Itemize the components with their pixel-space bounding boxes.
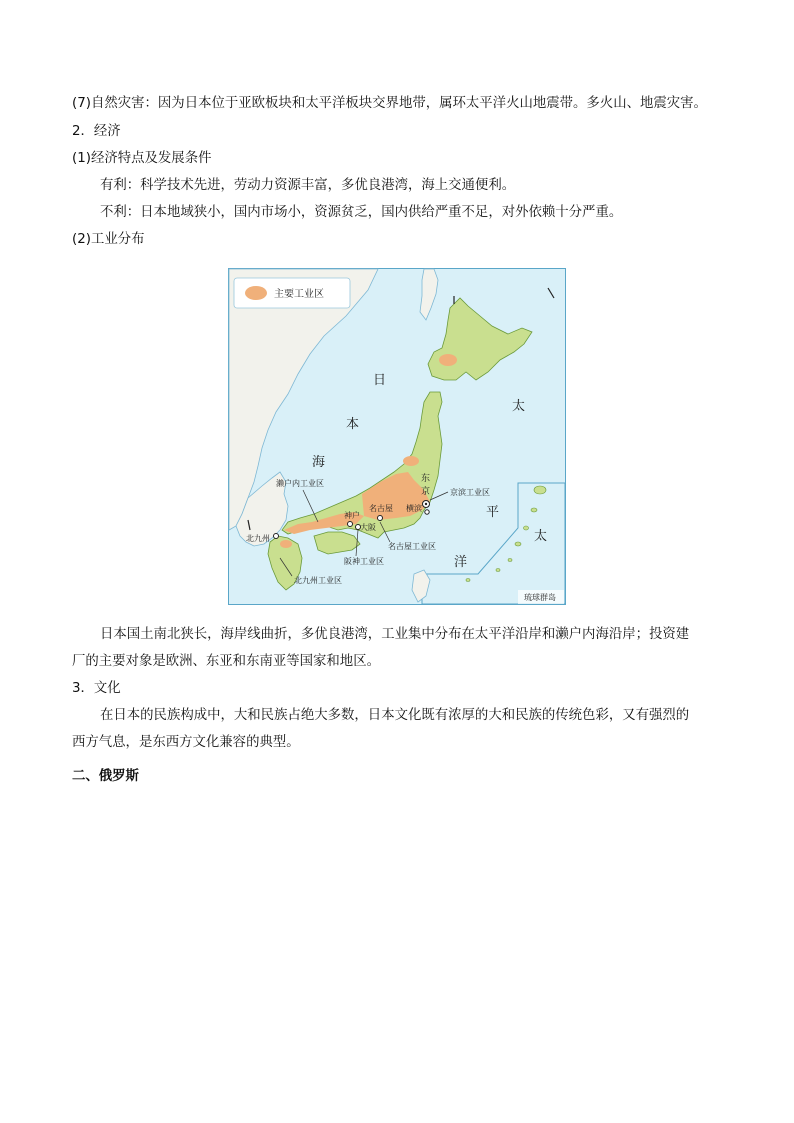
ocean-char-1: 太 [512, 399, 526, 414]
sea-char-2: 本 [346, 417, 360, 432]
region-label-kitakyushu: 北九州工业区 [294, 576, 342, 585]
industrial-zone-hokkaido [439, 354, 457, 366]
city-label-nagoya: 名古屋 [369, 504, 393, 513]
text-industry-para-2: 厂的主要对象是欧洲、东亚和东南亚等国家和地区。 [72, 654, 380, 669]
city-label-yokohama: 横滨 [406, 504, 422, 513]
map-svg [228, 268, 566, 605]
city-label-kobe: 神户 [344, 511, 360, 520]
japan-industry-map [228, 268, 566, 605]
region-label-nagoya: 名古屋工业区 [388, 542, 436, 551]
text-unfavorable: 不利：日本地域狭小，国内市场小，资源贫乏，国内供给严重不足，对外依赖十分严重。 [100, 205, 623, 220]
text-culture-para-1: 在日本的民族构成中，大和民族占绝大多数，日本文化既有浓厚的大和民族的传统色彩，又有强烈的 [100, 708, 690, 723]
city-label-tokyo-1: 东 [421, 474, 431, 484]
industrial-zone-kyushu [280, 540, 292, 548]
heading-economic-features: (1)经济特点及发展条件 [72, 151, 212, 166]
ocean-char-2: 平 [486, 505, 500, 520]
ryukyu-island-4 [515, 542, 521, 546]
region-label-keihin: 京滨工业区 [450, 488, 490, 497]
ryukyu-island-3 [524, 526, 529, 530]
ryukyu-island-2 [531, 508, 537, 512]
heading-culture: 3．文化 [72, 681, 121, 696]
city-marker-nagoya [378, 516, 383, 521]
city-label-osaka: 大阪 [360, 523, 376, 532]
ryukyu-island-7 [466, 579, 470, 582]
ryukyu-island-6 [496, 569, 500, 572]
city-marker-tokyo-center [425, 503, 427, 505]
text-favorable: 有利：科学技术先进，劳动力资源丰富，多优良港湾，海上交通便利。 [100, 178, 516, 193]
sea-char-3: 海 [312, 455, 326, 470]
heading-industry: (2)工业分布 [72, 232, 145, 247]
inset-ocean-char: 太 [534, 529, 548, 544]
city-label-kitakyushu: 北九州 [246, 534, 270, 543]
city-marker-yokohama [425, 510, 429, 514]
sea-char-1: 日 [373, 373, 387, 388]
text-industry-para-1: 日本国土南北狭长，海岸线曲折，多优良港湾，工业集中分布在太平洋沿岸和濑户内海沿岸；投资建 [100, 627, 690, 642]
legend-swatch [245, 286, 267, 300]
city-label-tokyo-2: 京 [421, 487, 431, 497]
city-marker-kitakyushu [274, 534, 279, 539]
industrial-zone-tohoku [403, 456, 419, 466]
region-label-setouchi: 濑户内工业区 [276, 479, 324, 488]
ryukyu-island-1 [534, 486, 546, 494]
ocean-char-3: 洋 [454, 555, 468, 570]
legend-label: 主要工业区 [274, 289, 324, 300]
heading-russia: 二、俄罗斯 [72, 769, 139, 784]
inset-label: 琉球群岛 [524, 593, 556, 602]
city-marker-kobe [348, 522, 353, 527]
region-label-hanshin: 阪神工业区 [344, 557, 384, 566]
ryukyu-island-5 [508, 559, 512, 562]
heading-economy: 2．经济 [72, 124, 121, 139]
text-disaster: (7)自然灾害：因为日本位于亚欧板块和太平洋板块交界地带，属环太平洋火山地震带。多火山、地震灾害。 [72, 96, 707, 111]
text-culture-para-2: 西方气息，是东西方文化兼容的典型。 [72, 735, 300, 750]
